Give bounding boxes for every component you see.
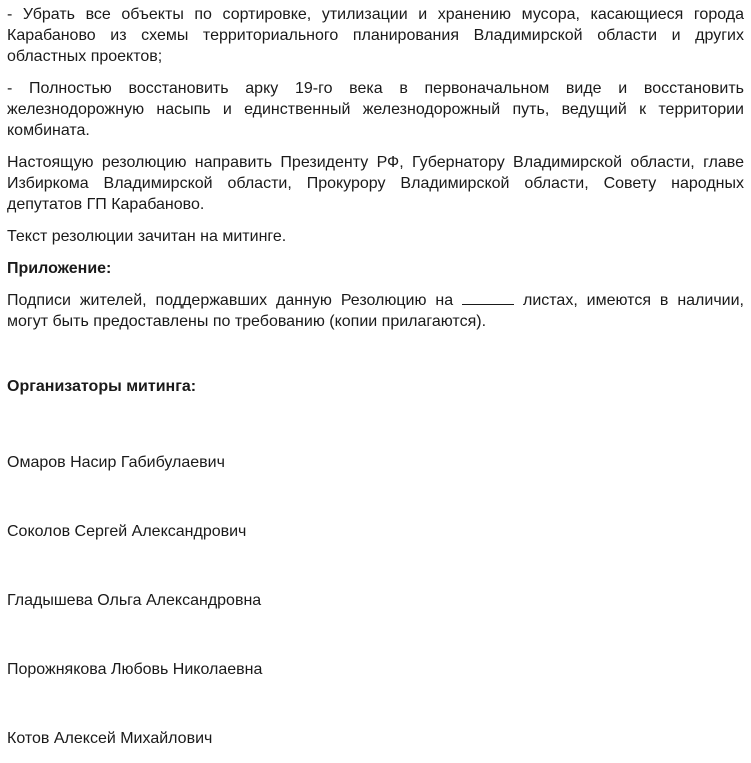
sheet-count-blank: [462, 292, 514, 305]
resolution-read-note: Текст резолюции зачитан на митинге.: [7, 228, 287, 245]
appendix-text-before: Подписи жителей, поддержавших данную Резолюцию на: [7, 292, 454, 309]
resolution-recipients: Настоящую резолюцию направить Президенту РФ, Губернатору Владимирской области, главе Избиркома Владимирской области, Прокурору Владимирской области, Совету народных депутатов ГП Карабаново.: [7, 154, 744, 213]
resolution-point-restore-arch: - Полностью восстановить арку 19-го века в первоначальном виде и восстановить железнодорожную насыпь и единственный железнодорожный путь, ведущий к территории комбината.: [7, 80, 744, 139]
organizer-name: Котов Алексей Михайлович: [7, 730, 213, 747]
organizers-title: Организаторы митинга:: [7, 378, 197, 395]
organizer-name: Гладышева Ольга Александровна: [7, 592, 262, 609]
resolution-point-remove-waste-objects: - Убрать все объекты по сортировке, утилизации и хранению мусора, касающиеся города Карабаново из схемы территориального планирования Владимирской области и других областных проектов;: [7, 6, 744, 65]
organizer-name: Порожнякова Любовь Николаевна: [7, 661, 263, 678]
appendix-text: [7, 290, 744, 332]
appendix-text-after: листах, имеются в наличии, могут быть предоставлены по требованию (копии прилагаются).: [7, 292, 744, 330]
organizer-name: Омаров Насир Габибулаевич: [7, 454, 225, 471]
appendix-title: Приложение:: [7, 260, 112, 277]
organizer-name: Соколов Сергей Александрович: [7, 523, 247, 540]
